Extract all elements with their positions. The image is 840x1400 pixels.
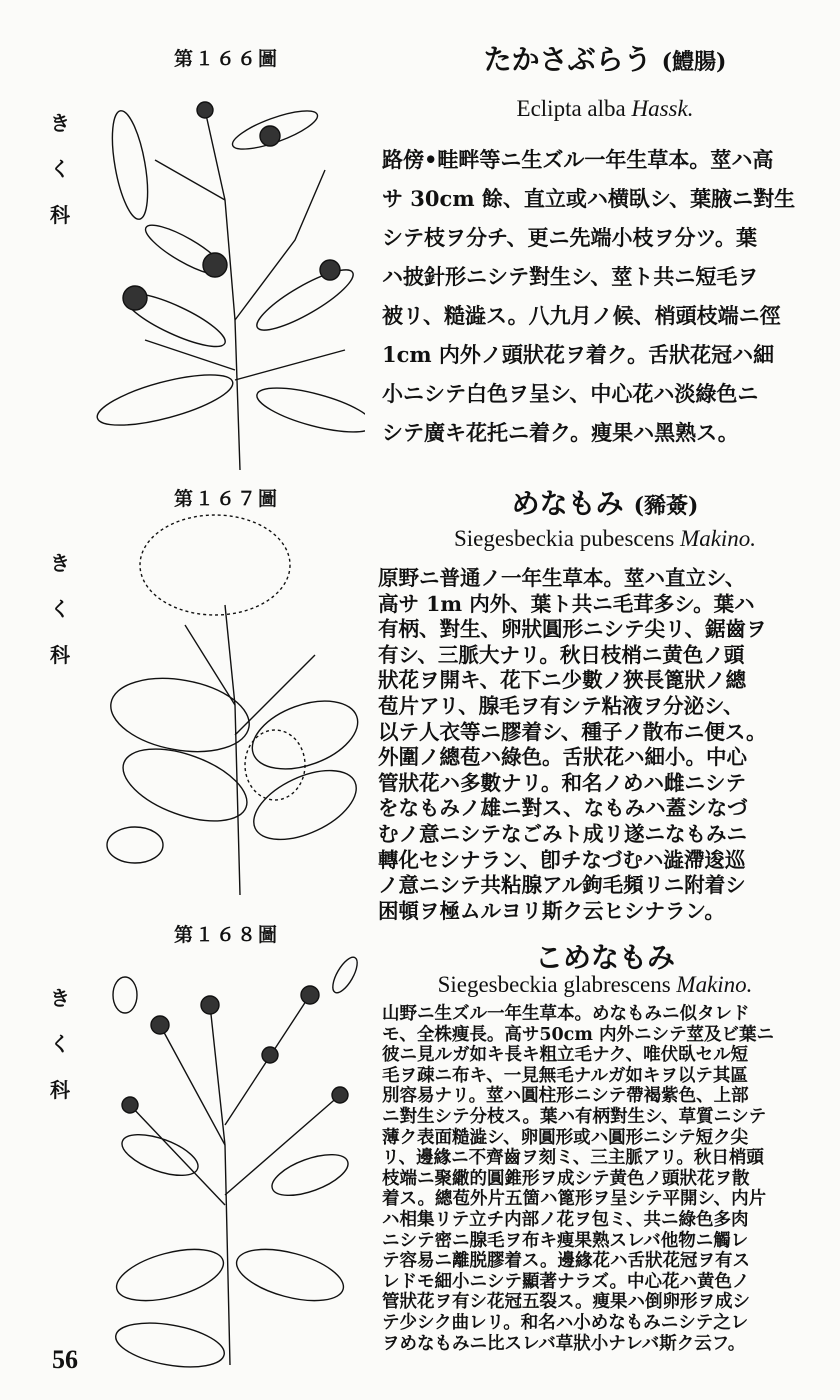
- family-char: く: [50, 597, 70, 621]
- description-line: ヲめなもみニ比スレバ草狀小ナレバ斯ク云フ。: [382, 1333, 746, 1354]
- description-line: 以テ人衣等ニ膠着シ、種子ノ散布ニ便ス。: [378, 719, 767, 744]
- illustration-siegesbeckia-glabrescens: [90, 945, 370, 1375]
- family-char: き: [50, 111, 70, 135]
- description-line: 狀花ヲ開キ、花下ニ少數ノ狹長篦狀ノ總: [378, 668, 747, 693]
- description-line: 被リ、糙澁ス。八九月ノ候、梢頭枝端ニ徑: [382, 303, 781, 328]
- description-line: 毛ヲ疎ニ布キ、一見無毛ナルガ如キヲ以テ其區: [382, 1065, 748, 1086]
- family-char: 科: [50, 1078, 70, 1102]
- family-char: 科: [50, 643, 70, 667]
- description-line: ニ對生シテ分枝ス。葉ハ有柄對生シ、草質ニシテ: [382, 1106, 767, 1127]
- description-line: 管狀花ハ多數ナリ。和名ノめハ雌ニシテ: [378, 770, 746, 795]
- description-line: ハ披針形ニシテ對生シ、莖ト共ニ短毛ヲ: [382, 264, 759, 289]
- description-line: 着ス。總苞外片五箇ハ篦形ヲ呈シテ平開シ、内片: [382, 1189, 767, 1210]
- description-line: 彼ニ見ルガ如キ長キ粗立毛ナク、唯伏臥セル短: [382, 1045, 749, 1066]
- page-number: 56: [52, 1345, 78, 1374]
- description-167: [378, 566, 766, 924]
- genus-species: Eclipta alba: [516, 96, 626, 121]
- description-166: [382, 140, 795, 452]
- family-char: く: [50, 1032, 70, 1056]
- description-168: [382, 1004, 774, 1354]
- description-line: 有シ、三脈大ナリ。秋日枝梢ニ黄色ノ頭: [378, 642, 745, 667]
- scientific-name: [375, 526, 835, 552]
- description-line: テ容易ニ離脱膠着ス。邊緣花ハ舌狀花冠ヲ有ス: [382, 1251, 751, 1272]
- plant-title: [380, 482, 830, 522]
- description-line: 原野ニ普通ノ一年生草本。莖ハ直立シ、: [378, 566, 746, 590]
- description-line: 轉化セシナラン、卽チなづむハ澁滯逡巡: [378, 847, 746, 872]
- genus-species: Siegesbeckia glabrescens: [437, 972, 671, 997]
- description-line: 有柄、對生、卵狀圓形ニシテ尖リ、鋸齒ヲ: [378, 617, 767, 642]
- figure-number-167: 第１６７圖: [174, 488, 280, 510]
- description-line: レドモ細小ニシテ顯著ナラズ。中心花ハ黄色ノ: [382, 1271, 750, 1292]
- description-line: 苞片アリ、腺毛ヲ有シテ粘液ヲ分泌シ、: [378, 693, 744, 718]
- family-char: 科: [50, 203, 70, 227]
- family-label: [48, 540, 72, 678]
- description-line: 別容易ナリ。莖ハ圓柱形ニシテ帶褐紫色、上部: [382, 1086, 749, 1107]
- family-char: き: [50, 986, 70, 1010]
- family-label: [48, 975, 72, 1113]
- figure-number-166: 第１６６圖: [174, 48, 280, 70]
- description-line: 困頓ヲ極ムルヨリ斯ク云ヒシナラン。: [378, 898, 725, 923]
- description-line: 高サ 1m 内外、葉ト共ニ毛茸多シ。葉ハ: [378, 591, 755, 616]
- description-line: むノ意ニシテなごみト成リ遂ニなもみニ: [378, 821, 747, 846]
- kanji-name: (鱧腸): [661, 49, 727, 75]
- author: Makino.: [676, 972, 753, 997]
- description-line: サ 30cm 餘、直立或ハ横臥シ、葉腋ニ對生: [382, 186, 796, 211]
- description-line: 外圍ノ總苞ハ綠色。舌狀花ハ細小。中心: [378, 745, 747, 770]
- description-line: リ、邊緣ニ不齊齒ヲ刻ミ、三主脈アリ。秋日梢頭: [382, 1148, 764, 1169]
- plant-title: [380, 936, 830, 976]
- scientific-name: [360, 972, 830, 998]
- family-char: き: [50, 551, 70, 575]
- author: Makino.: [680, 526, 757, 551]
- description-line: ニシテ密ニ腺毛ヲ布キ痩果熟スレバ他物ニ觸レ: [382, 1230, 749, 1251]
- description-line: 小ニシテ白色ヲ呈シ、中心花ハ淡綠色ニ: [382, 381, 759, 406]
- figure-number-168: 第１６８圖: [174, 924, 280, 946]
- japanese-name: こめなもみ: [534, 941, 675, 974]
- description-line: 1cm 内外ノ頭狀花ヲ着ク。舌狀花冠ハ細: [382, 342, 775, 367]
- description-line: をなもみノ雄ニ對ス、なもみハ蓋シなづ: [378, 796, 748, 821]
- illustration-siegesbeckia-pubescens: [95, 505, 365, 905]
- description-line: ハ相集リテ立チ内部ノ花ヲ包ミ、共ニ綠色多肉: [382, 1209, 749, 1230]
- illustration-eclipta-alba: [85, 70, 365, 470]
- description-line: 山野ニ生ズル一年生草本。めなもみニ似タレド: [382, 1004, 750, 1024]
- japanese-name: めなもみ: [511, 487, 624, 520]
- description-line: テ少シク曲レリ。和名ハ小めなもみニシテ之レ: [382, 1312, 749, 1333]
- family-label: [48, 100, 72, 238]
- family-char: く: [50, 157, 70, 181]
- description-line: 路傍•畦畔等ニ生ズル一年生草本。莖ハ高: [382, 147, 774, 172]
- japanese-name: たかさぶらう: [483, 43, 652, 76]
- description-line: 管狀花ヲ有シ花冠五裂ス。痩果ハ倒卵形ヲ成シ: [382, 1292, 751, 1313]
- description-line: 枝端ニ聚繖的圓錐形ヲ成シテ黄色ノ頭狀花ヲ散: [382, 1168, 750, 1189]
- genus-species: Siegesbeckia pubescens: [453, 526, 675, 551]
- description-line: シテ廣キ花托ニ着ク。痩果ハ黑熟ス。: [382, 420, 739, 445]
- description-line: シテ枝ヲ分チ、更ニ先端小枝ヲ分ツ。葉: [382, 225, 758, 250]
- description-line: モ、全株痩長。高サ50cm 内外ニシテ莖及ビ葉ニ: [382, 1024, 774, 1045]
- description-line: ノ意ニシテ共粘腺アル鉤毛頻リニ附着シ: [378, 873, 746, 898]
- scientific-name: [380, 96, 830, 122]
- plant-title: [380, 38, 830, 78]
- author: Hassk.: [631, 96, 694, 121]
- description-line: 薄ク表面糙澁シ、卵圓形或ハ圓形ニシテ短ク尖: [382, 1127, 749, 1148]
- kanji-name: (豨薟): [633, 493, 699, 519]
